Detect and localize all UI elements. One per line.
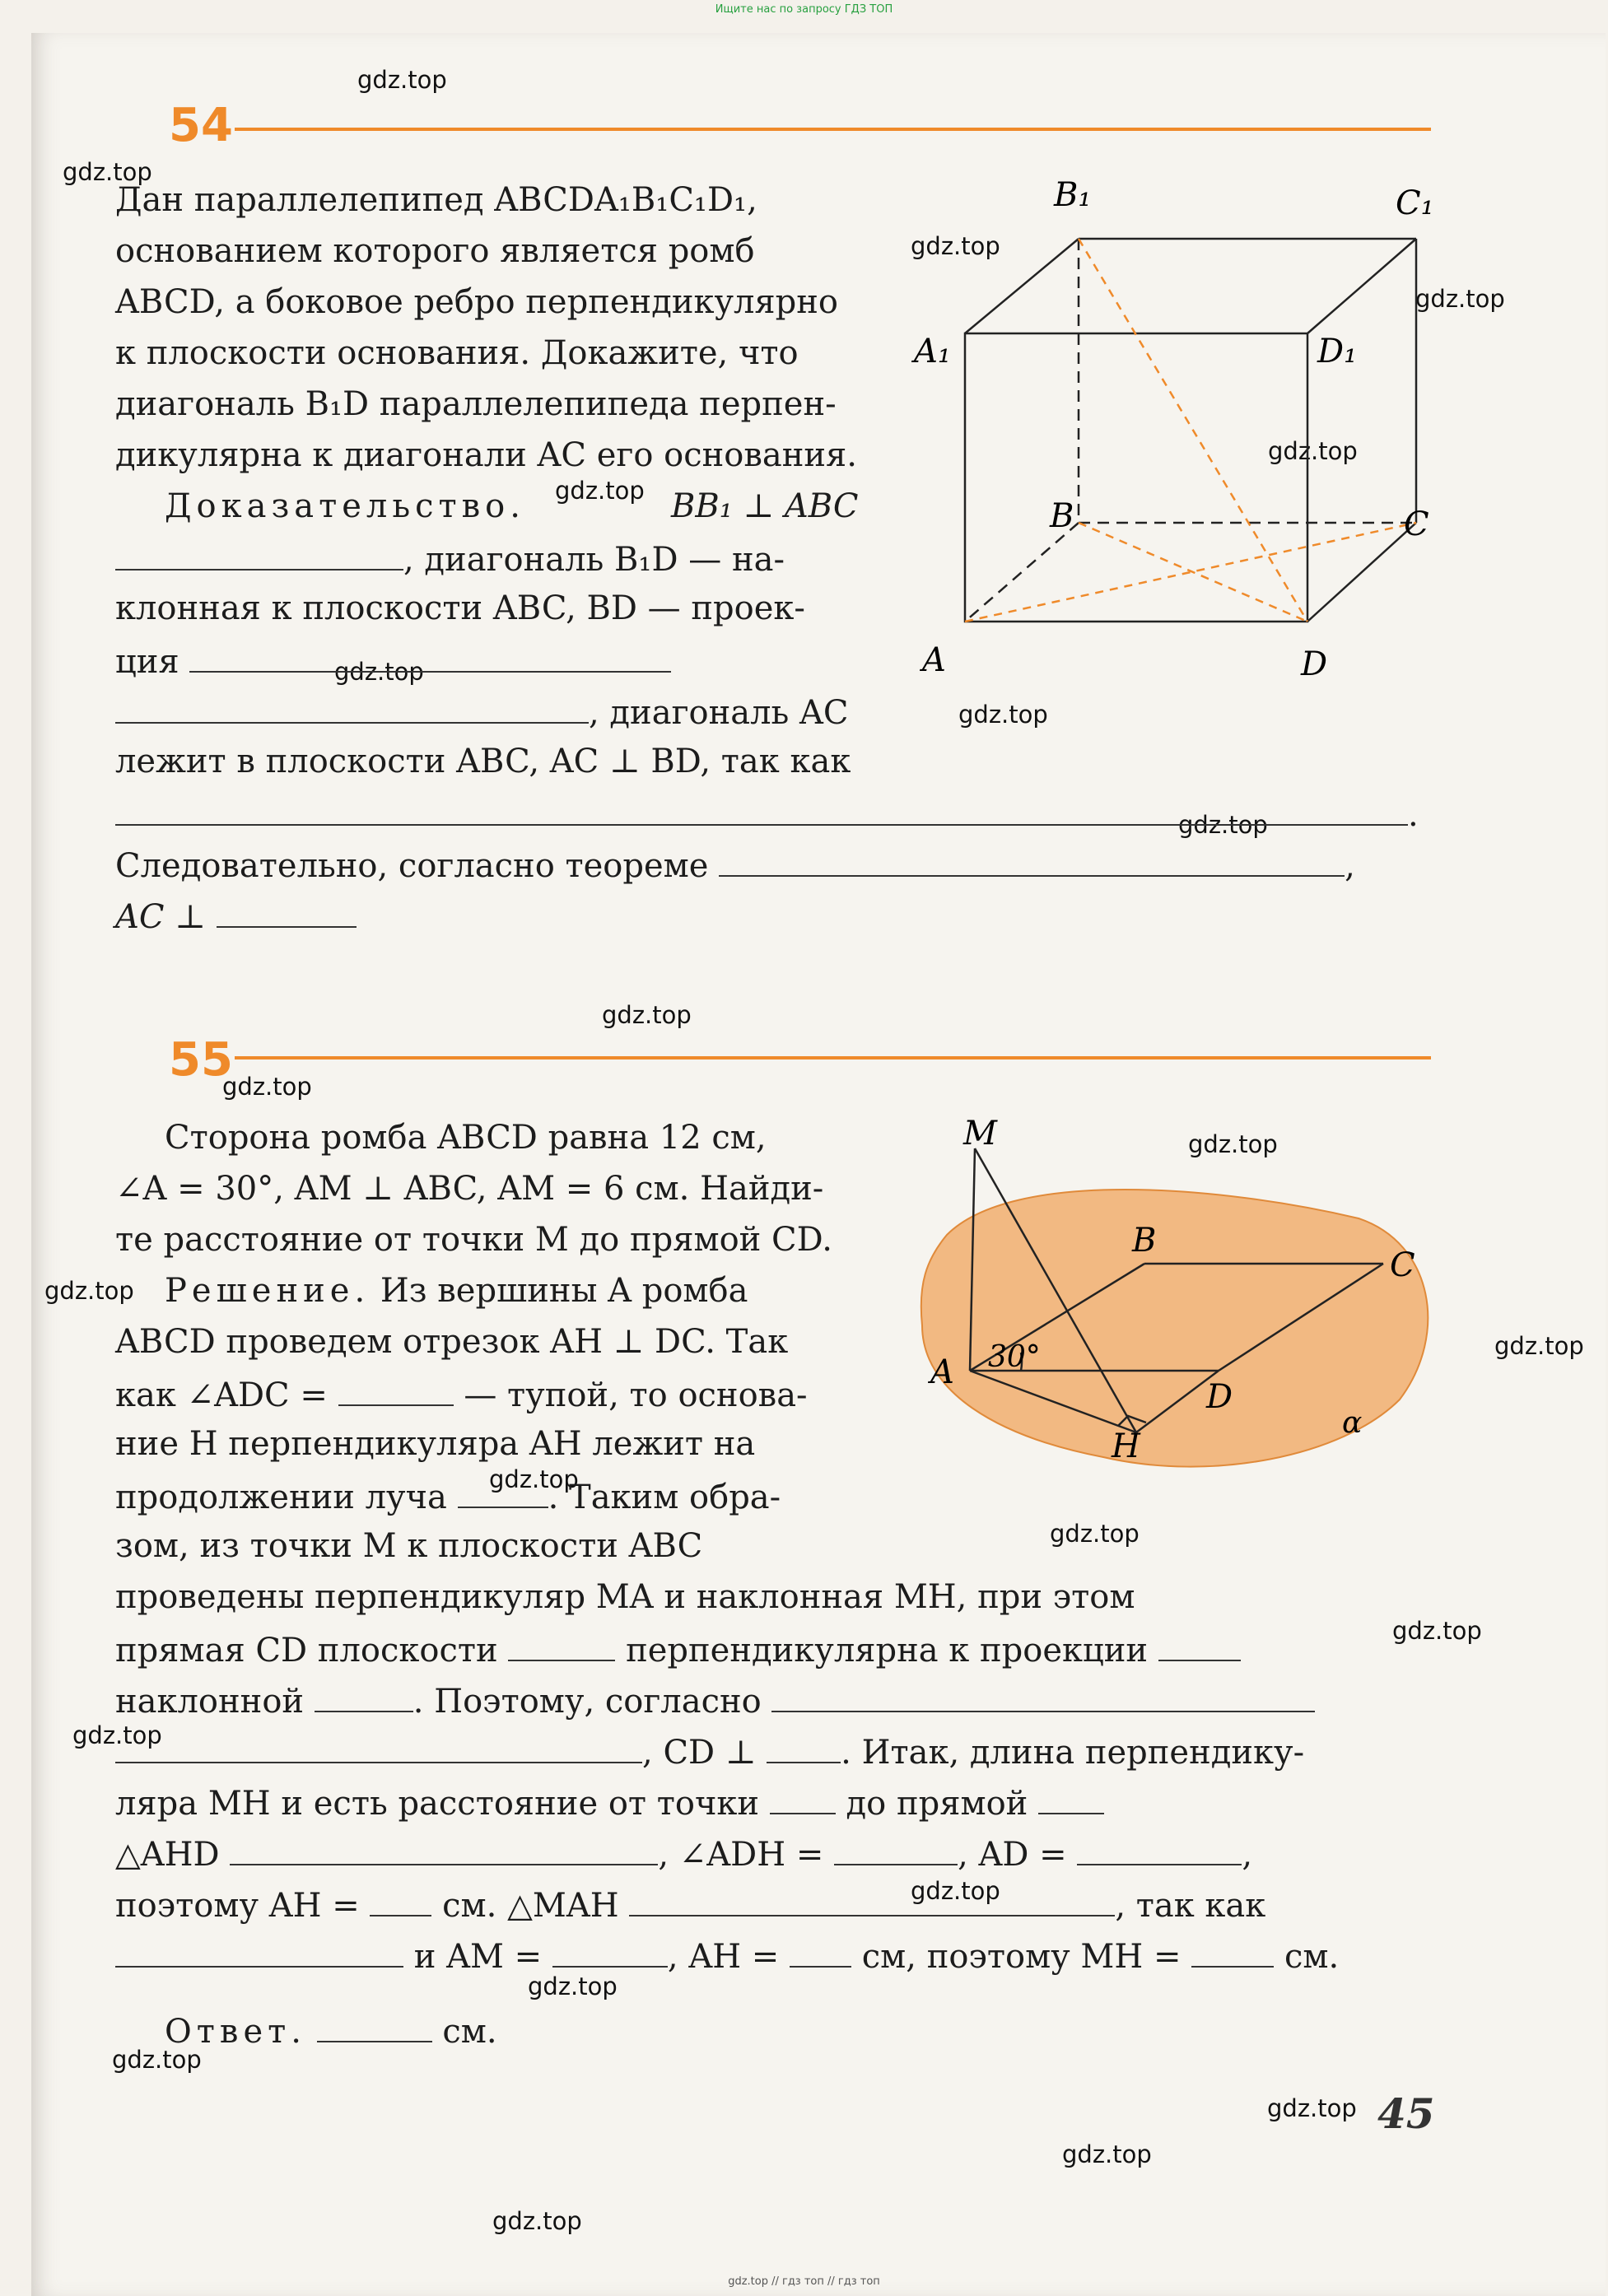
watermark: gdz.top xyxy=(911,1877,1000,1905)
p54-line: , диагональ B₁D — на- xyxy=(115,541,785,576)
p55-line: Решение. Из вершины A ромба xyxy=(165,1272,748,1310)
p55-line: Сторона ромба ABCD равна 12 см, xyxy=(165,1119,767,1157)
watermark: gdz.top xyxy=(492,2207,582,2235)
p55-line: ляра MH и есть расстояние от точки до прямой xyxy=(115,1785,1104,1820)
label-D1: D₁ xyxy=(1317,333,1358,370)
answer-blank[interactable] xyxy=(1191,1938,1274,1968)
label-C1: C₁ xyxy=(1396,184,1434,222)
label-A: A xyxy=(930,1353,954,1391)
label-D: D xyxy=(1206,1378,1233,1416)
plane-label: α xyxy=(1342,1406,1363,1440)
label-M: M xyxy=(963,1115,997,1153)
p55-line: поэтому AH = см. △MAH , так как xyxy=(115,1887,1266,1925)
label-A1: A₁ xyxy=(914,333,951,370)
answer-blank[interactable] xyxy=(767,1734,841,1763)
p54-line: диагональ B₁D параллелепипеда перпен- xyxy=(115,385,837,423)
answer-blank[interactable] xyxy=(1077,1836,1242,1865)
page-number: 45 xyxy=(1377,2089,1435,2138)
p55-line: проведены перпендикуляр MA и наклонная MH, при этом xyxy=(115,1578,1135,1616)
hidden-edge xyxy=(965,523,1079,622)
p54-line: ABCD, а боковое ребро перпендикулярно xyxy=(115,283,839,321)
answer-blank[interactable] xyxy=(508,1632,615,1661)
watermark: gdz.top xyxy=(1178,811,1268,839)
section-rule xyxy=(235,1056,1431,1060)
p54-line: клонная к плоскости ABC, BD — проек- xyxy=(115,589,805,627)
p55-line: и AM = , AH = см, поэтому MH = см. xyxy=(115,1938,1339,1973)
p55-line: , CD ⊥ . Итак, длина перпендику- xyxy=(115,1734,1304,1769)
p55-line: как ∠ADC = — тупой, то основа- xyxy=(115,1376,808,1414)
watermark: gdz.top xyxy=(602,1001,692,1029)
watermark: gdz.top xyxy=(334,658,424,686)
p55-line: прямая CD плоскости перпендикулярна к проекции xyxy=(115,1632,1241,1667)
watermark: gdz.top xyxy=(112,2046,202,2074)
answer-blank[interactable] xyxy=(771,1683,1315,1712)
answer-blank[interactable] xyxy=(230,1836,658,1865)
answer-line: Ответ. см. xyxy=(165,2013,497,2051)
answer-blank[interactable] xyxy=(317,2013,432,2042)
watermark: gdz.top xyxy=(72,1721,162,1749)
label-B: B xyxy=(1132,1222,1157,1260)
problem-number-54: 54 xyxy=(169,99,233,152)
answer-blank[interactable] xyxy=(552,1938,668,1968)
answer-blank[interactable] xyxy=(115,541,403,571)
p54-line: , диагональ AC xyxy=(115,694,849,729)
answer-blank[interactable] xyxy=(115,1734,642,1763)
watermark: gdz.top xyxy=(63,158,152,186)
p54-line: ция xyxy=(115,643,671,678)
label-B1: B₁ xyxy=(1054,176,1092,214)
watermark: gdz.top xyxy=(1415,285,1505,313)
angle-label: 30° xyxy=(988,1340,1041,1374)
edge xyxy=(965,333,1307,622)
watermark: gdz.top xyxy=(489,1465,579,1493)
answer-blank[interactable] xyxy=(629,1887,1115,1916)
diagonal-B1D xyxy=(1079,239,1307,622)
answer-blank[interactable] xyxy=(1158,1632,1241,1661)
label-A: A xyxy=(922,641,946,679)
watermark: gdz.top xyxy=(528,1972,618,2000)
footer-note: gdz.top // гдз топ // гдз топ xyxy=(728,2275,880,2288)
watermark: gdz.top xyxy=(357,66,447,94)
answer-blank[interactable] xyxy=(189,643,671,673)
watermark: gdz.top xyxy=(1062,2140,1152,2168)
answer-blank[interactable] xyxy=(458,1479,548,1508)
answer-blank[interactable] xyxy=(790,1938,851,1968)
p55-line: ∠A = 30°, AM ⊥ ABC, AM = 6 см. Найди- xyxy=(115,1170,824,1208)
rhombus-figure xyxy=(897,1111,1457,1482)
label-C: C xyxy=(1390,1246,1415,1284)
p54-line: основанием которого является ромб xyxy=(115,232,755,270)
p54-line: AC ⊥ xyxy=(115,898,357,934)
label-H: H xyxy=(1112,1427,1140,1465)
parallelepiped-figure xyxy=(889,173,1449,683)
p55-line: ние H перпендикуляра AH лежит на xyxy=(115,1425,756,1463)
answer-blank[interactable] xyxy=(719,847,1345,877)
watermark: gdz.top xyxy=(1267,2094,1357,2122)
answer-blank[interactable] xyxy=(770,1785,836,1814)
edge xyxy=(1307,239,1416,333)
answer-blank[interactable] xyxy=(217,898,357,928)
watermark: gdz.top xyxy=(44,1277,134,1305)
answer-blank[interactable] xyxy=(370,1887,431,1916)
answer-blank[interactable] xyxy=(338,1376,454,1406)
edge xyxy=(1307,523,1416,622)
p55-line: наклонной . Поэтому, согласно xyxy=(115,1683,1315,1718)
answer-blank[interactable] xyxy=(315,1683,413,1712)
label-B: B xyxy=(1050,497,1074,535)
answer-blank[interactable] xyxy=(1038,1785,1104,1814)
answer-label: Ответ. xyxy=(165,2013,306,2051)
section-rule xyxy=(235,128,1431,131)
p55-line: ABCD проведем отрезок AH ⊥ DC. Так xyxy=(115,1323,789,1361)
p54-line: к плоскости основания. Докажите, что xyxy=(115,334,799,372)
watermark: gdz.top xyxy=(1188,1130,1278,1158)
watermark: gdz.top xyxy=(1494,1332,1584,1360)
solution-label: Решение. xyxy=(165,1272,371,1310)
watermark: gdz.top xyxy=(555,477,645,505)
watermark: gdz.top xyxy=(911,232,1000,260)
edge xyxy=(965,239,1079,333)
answer-blank[interactable] xyxy=(834,1836,958,1865)
p54-line: Дан параллелепипед ABCDA₁B₁C₁D₁, xyxy=(115,181,757,219)
watermark: gdz.top xyxy=(1392,1617,1482,1645)
watermark: gdz.top xyxy=(958,701,1048,729)
p55-line: зом, из точки M к плоскости ABC xyxy=(115,1527,703,1565)
answer-blank[interactable] xyxy=(115,1938,403,1968)
watermark: gdz.top xyxy=(222,1073,312,1101)
p55-line: △AHD , ∠ADH = , AD = , xyxy=(115,1836,1253,1874)
p54-line: . xyxy=(115,796,1419,831)
label-C: C xyxy=(1404,505,1429,543)
p54-line: Следовательно, согласно теореме , xyxy=(115,847,1355,885)
watermark: gdz.top xyxy=(1268,437,1358,465)
label-D: D xyxy=(1301,645,1328,683)
answer-blank[interactable] xyxy=(115,796,1408,826)
watermark: gdz.top xyxy=(1050,1520,1140,1548)
p54-line: лежит в плоскости ABC, AC ⊥ BD, так как xyxy=(115,743,851,780)
answer-blank[interactable] xyxy=(115,694,589,724)
p55-line: те расстояние от точки M до прямой CD. xyxy=(115,1221,833,1259)
proof-label: Доказательство. xyxy=(165,487,525,525)
p54-line: дикулярна к диагонали AC его основания. xyxy=(115,436,857,474)
p54-line: BB₁ ⊥ ABC xyxy=(671,487,859,525)
diagonal-BD xyxy=(1079,523,1307,622)
problem-number-55: 55 xyxy=(169,1033,233,1087)
header-note: Ищите нас по запросу ГДЗ ТОП xyxy=(715,3,893,16)
p55-line: продолжении луча . Таким обра- xyxy=(115,1479,781,1516)
